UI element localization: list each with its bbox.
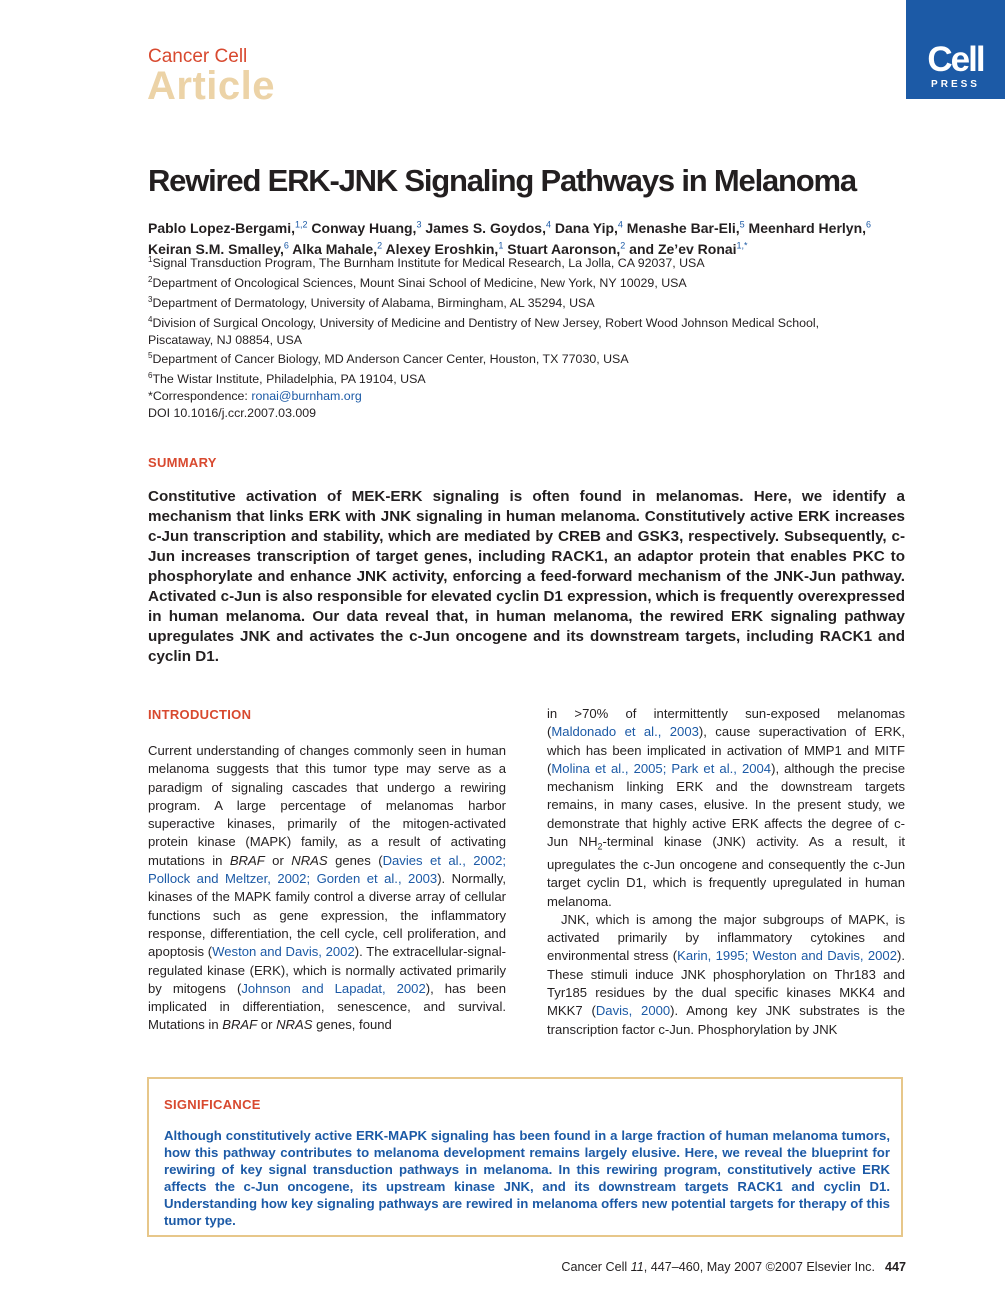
paragraph: Current understanding of changes commonly seen in human melanoma suggests that this tumor type may serve as a paradigm of signaling cascades that undergo a rewiring program. A large percentage of melanomas harbor superactive kinases, primarily of the mitogen-activated protein kinase (MAPK) family, as a result of activating mutations in BRAF or NRAS genes (Davies et al., 2002; Pollock and Meltzer, 2002; Gorden et al., 2003). Normally, kinases of the MAPK family control a diverse array of cellular functions such as gene expression, the inflammatory response, differentiation, the cell cycle, cell proliferation, and apoptosis (Weston and Davis, 2002). The extracellular-signal-regulated kinase (ERK), which is normally activated primarily by mitogens (Johnson and Lapadat, 2002), has been implicated in differentiation, senescence, and survival. Mutations in BRAF or NRAS genes, found [148, 743, 507, 1033]
logo-wordmark: Cell [927, 40, 984, 79]
affiliation: $^3$Department of Dermatology, University of Alabama, Birmingham, AL 35294, USA [148, 294, 595, 310]
intro-column-left [148, 742, 506, 1035]
paragraph: JNK, which is among the major subgroups of MAPK, is activated primarily by inflammatory cytokines and environmental stress (Karin, 1995; Weston and Davis, 2002). These stimuli induce JNK phosphorylation on Thr183 and Tyr185 residues by the dual specific kinases MKK4 and MKK7 (Davis, 2000). Among key JNK substrates is the transcription factor c-Jun. Phosphorylation by JNK [547, 911, 906, 1037]
affiliation: $^2$Department of Oncological Sciences, Mount Sinai School of Medicine, New York, NY 10029, USA [148, 274, 687, 291]
author: and Ze’ev Ronai$^{1,*}$ [625, 240, 748, 258]
introduction-heading: INTRODUCTION [148, 707, 252, 722]
correspondence: *Correspondence: ronai@burnham.org [148, 389, 362, 404]
author: Alka Mahale,$^2$ [288, 240, 383, 258]
affiliation: $^5$Department of Cancer Biology, MD Anderson Cancer Center, Houston, TX 77030, USA [148, 351, 629, 367]
author-line-1 [148, 215, 908, 237]
author: Meenhard Herlyn,$^6$ [744, 219, 872, 236]
citation-link[interactable]: Maldonado et al., 2003 [551, 724, 699, 740]
author: James S. Goydos,$^4$ [421, 219, 551, 236]
summary-heading: SUMMARY [148, 455, 217, 470]
significance-text: Although constitutively active ERK-MAPK signaling has been found in a large fraction of human melanoma tumors, how this pathway contributes to melanoma development remains largely elusive. Here, we reveal the blueprint for rewiring of key signal transduction pathways in melanoma. In this rewiring program, constitutively active ERK affects the c-Jun oncogene, its upstream kinase JNK, and its downstream targets RACK1 and cyclin D1. Understanding how key signaling pathways are rewired in melanoma offers new potential targets for therapy of this tumor type. [164, 1128, 890, 1228]
affiliations [148, 252, 908, 422]
affiliation: Piscataway, NJ 08854, USA [148, 332, 303, 347]
citation-link[interactable]: Davis, 2000 [595, 1003, 671, 1019]
author: Conway Huang,$^3$ [307, 219, 422, 236]
article-type-label: Article [147, 64, 275, 108]
journal-name: Cancer Cell [148, 46, 248, 67]
author: Keiran S.M. Smalley,$^6$ [148, 240, 289, 258]
author: Stuart Aaronson,$^2$ [503, 240, 626, 258]
citation-link[interactable]: Molina et al., 2005; Park et al., 2004 [551, 760, 772, 776]
author: Menashe Bar-Eli,$^5$ [622, 219, 745, 236]
affiliation: $^1$Signal Transduction Program, The Burnham Institute for Medical Research, La Jolla, CA 92037, USA [148, 255, 705, 271]
intro-column-right [547, 705, 905, 1039]
citation-link[interactable]: Johnson and Lapadat, 2002 [241, 980, 426, 996]
citation-link[interactable]: Karin, 1995; Weston and Davis, 2002 [677, 948, 897, 964]
significance-box [147, 1077, 903, 1237]
paragraph: in >70% of intermittently sun-exposed melanomas (Maldonado et al., 2003), cause superactivation of ERK, which has been implicated in activation of MMP1 and MITF (Molina et al., 2005; Park et al., 2004), although the precise mechanism linking ERK and the downstream targets remains, in many cases, elusive. In the present study, we demonstrate that highly active ERK affects the degree of c-Jun $NH_2$-terminal kinase (JNK) activity. As a result, it upregulates the c-Jun oncogene and consequently the c-Jun target cyclin D1, which is frequently upregulated in human melanoma. [547, 706, 905, 909]
cell-press-logo [906, 0, 1005, 99]
doi: DOI 10.1016/j.ccr.2007.03.009 [148, 406, 317, 421]
correspondence-email-link[interactable]: ronai@burnham.org [251, 389, 362, 404]
page-number: 447 [884, 1260, 906, 1274]
summary-text: Constitutive activation of MEK-ERK signaling is often found in melanomas. Here, we identify a mechanism that links ERK with JNK signaling in human melanoma. Constitutively active ERK increases c-Jun transcription and stability, which are mediated by CREB and GSK3, respectively. Subsequently, c-Jun increases transcription of target genes, including RACK1, an adaptor protein that enables PKC to phosphorylate and enhance JNK activity, enforcing a feed-forward mechanism of the JNK-Jun pathway. Activated c-Jun is also responsible for elevated cyclin D1 expression, which is frequently overexpressed in human melanoma. Our data reveal that, in human melanoma, the rewired ERK signaling pathway upregulates JNK and activates the c-Jun oncogene and its downstream targets, including RACK1 and cyclin D1. [148, 488, 905, 665]
citation-link[interactable]: Davies et al., 2002; Pollock and Meltzer, 2002; Gorden et al., 2003 [148, 852, 507, 887]
citation-link[interactable]: Weston and Davis, 2002 [212, 944, 355, 960]
author: Dana Yip,$^4$ [550, 219, 623, 236]
author: Alexey Eroshkin,$^1$ [382, 240, 504, 258]
logo-subtitle: PRESS [931, 79, 980, 90]
affiliation: $^6$The Wistar Institute, Philadelphia, PA 19104, USA [148, 371, 426, 387]
author: Pablo Lopez-Bergami,$^{1,2}$ [148, 219, 308, 236]
affiliation: $^4$Division of Surgical Oncology, University of Medicine and Dentistry of New Jersey, Robert Wood Johnson Medical School, [148, 314, 820, 330]
page-title: Rewired ERK-JNK Signaling Pathways in Melanoma [148, 163, 856, 198]
significance-heading: SIGNIFICANCE [164, 1097, 261, 1112]
page-footer: Cancer Cell 11, 447–460, May 2007 ©2007 Elsevier Inc. 447 [561, 1260, 906, 1274]
